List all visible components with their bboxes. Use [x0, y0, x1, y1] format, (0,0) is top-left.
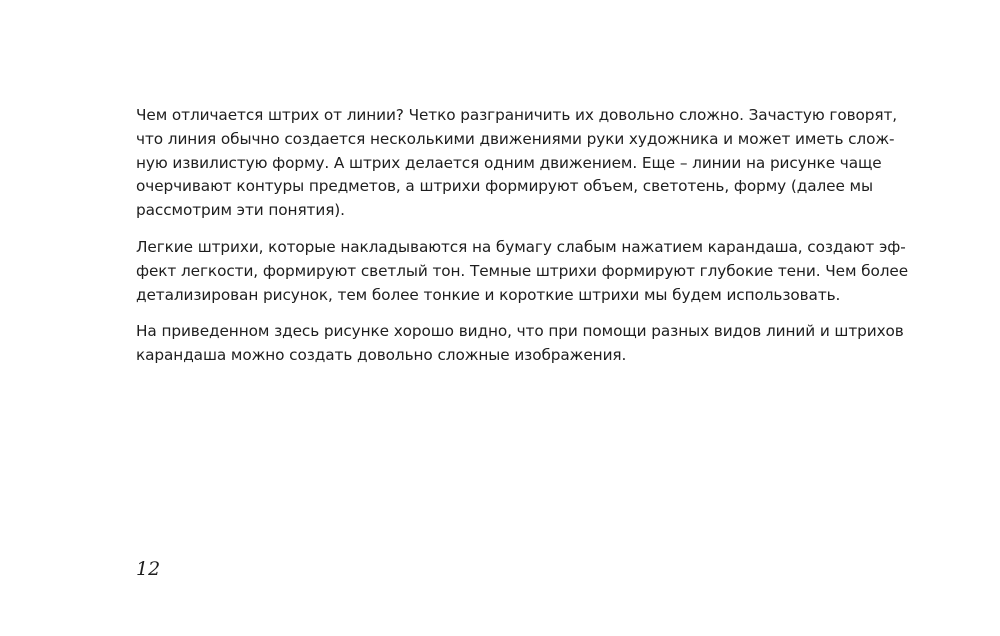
text-line: очерчивают контуры предметов, а штрихи формируют объем, светотень, форму (далее мы	[136, 177, 873, 196]
paragraph-2	[136, 236, 916, 307]
text-line: рассмотрим эти понятия).	[136, 201, 345, 220]
text-line: На приведенном здесь рисунке хорошо видно, что при помощи разных видов линий и штрихов	[136, 322, 904, 341]
text-line: ную извилистую форму. А штрих делается одним движением. Еще – линии на рисунке чаще	[136, 153, 882, 172]
text-line: Чем отличается штрих от линии? Четко разграничить их довольно сложно. Зачастую говорят,	[136, 106, 898, 124]
paragraph-1	[136, 104, 916, 223]
text-line: Легкие штрихи, которые накладываются на бумагу слабым нажатием карандаша, создают эф-	[136, 237, 906, 256]
text-line: карандаша можно создать довольно сложные изображения.	[136, 346, 627, 365]
body-text	[136, 104, 916, 381]
text-line: детализирован рисунок, тем более тонкие и короткие штрихи мы будем использовать.	[136, 285, 841, 304]
paragraph-3	[136, 320, 916, 368]
page-number: 12	[136, 558, 161, 580]
text-line: что линия обычно создается несколькими движениями руки художника и может иметь слож-	[136, 129, 895, 148]
text-line: фект легкости, формируют светлый тон. Темные штрихи формируют глубокие тени. Чем более	[136, 261, 909, 280]
